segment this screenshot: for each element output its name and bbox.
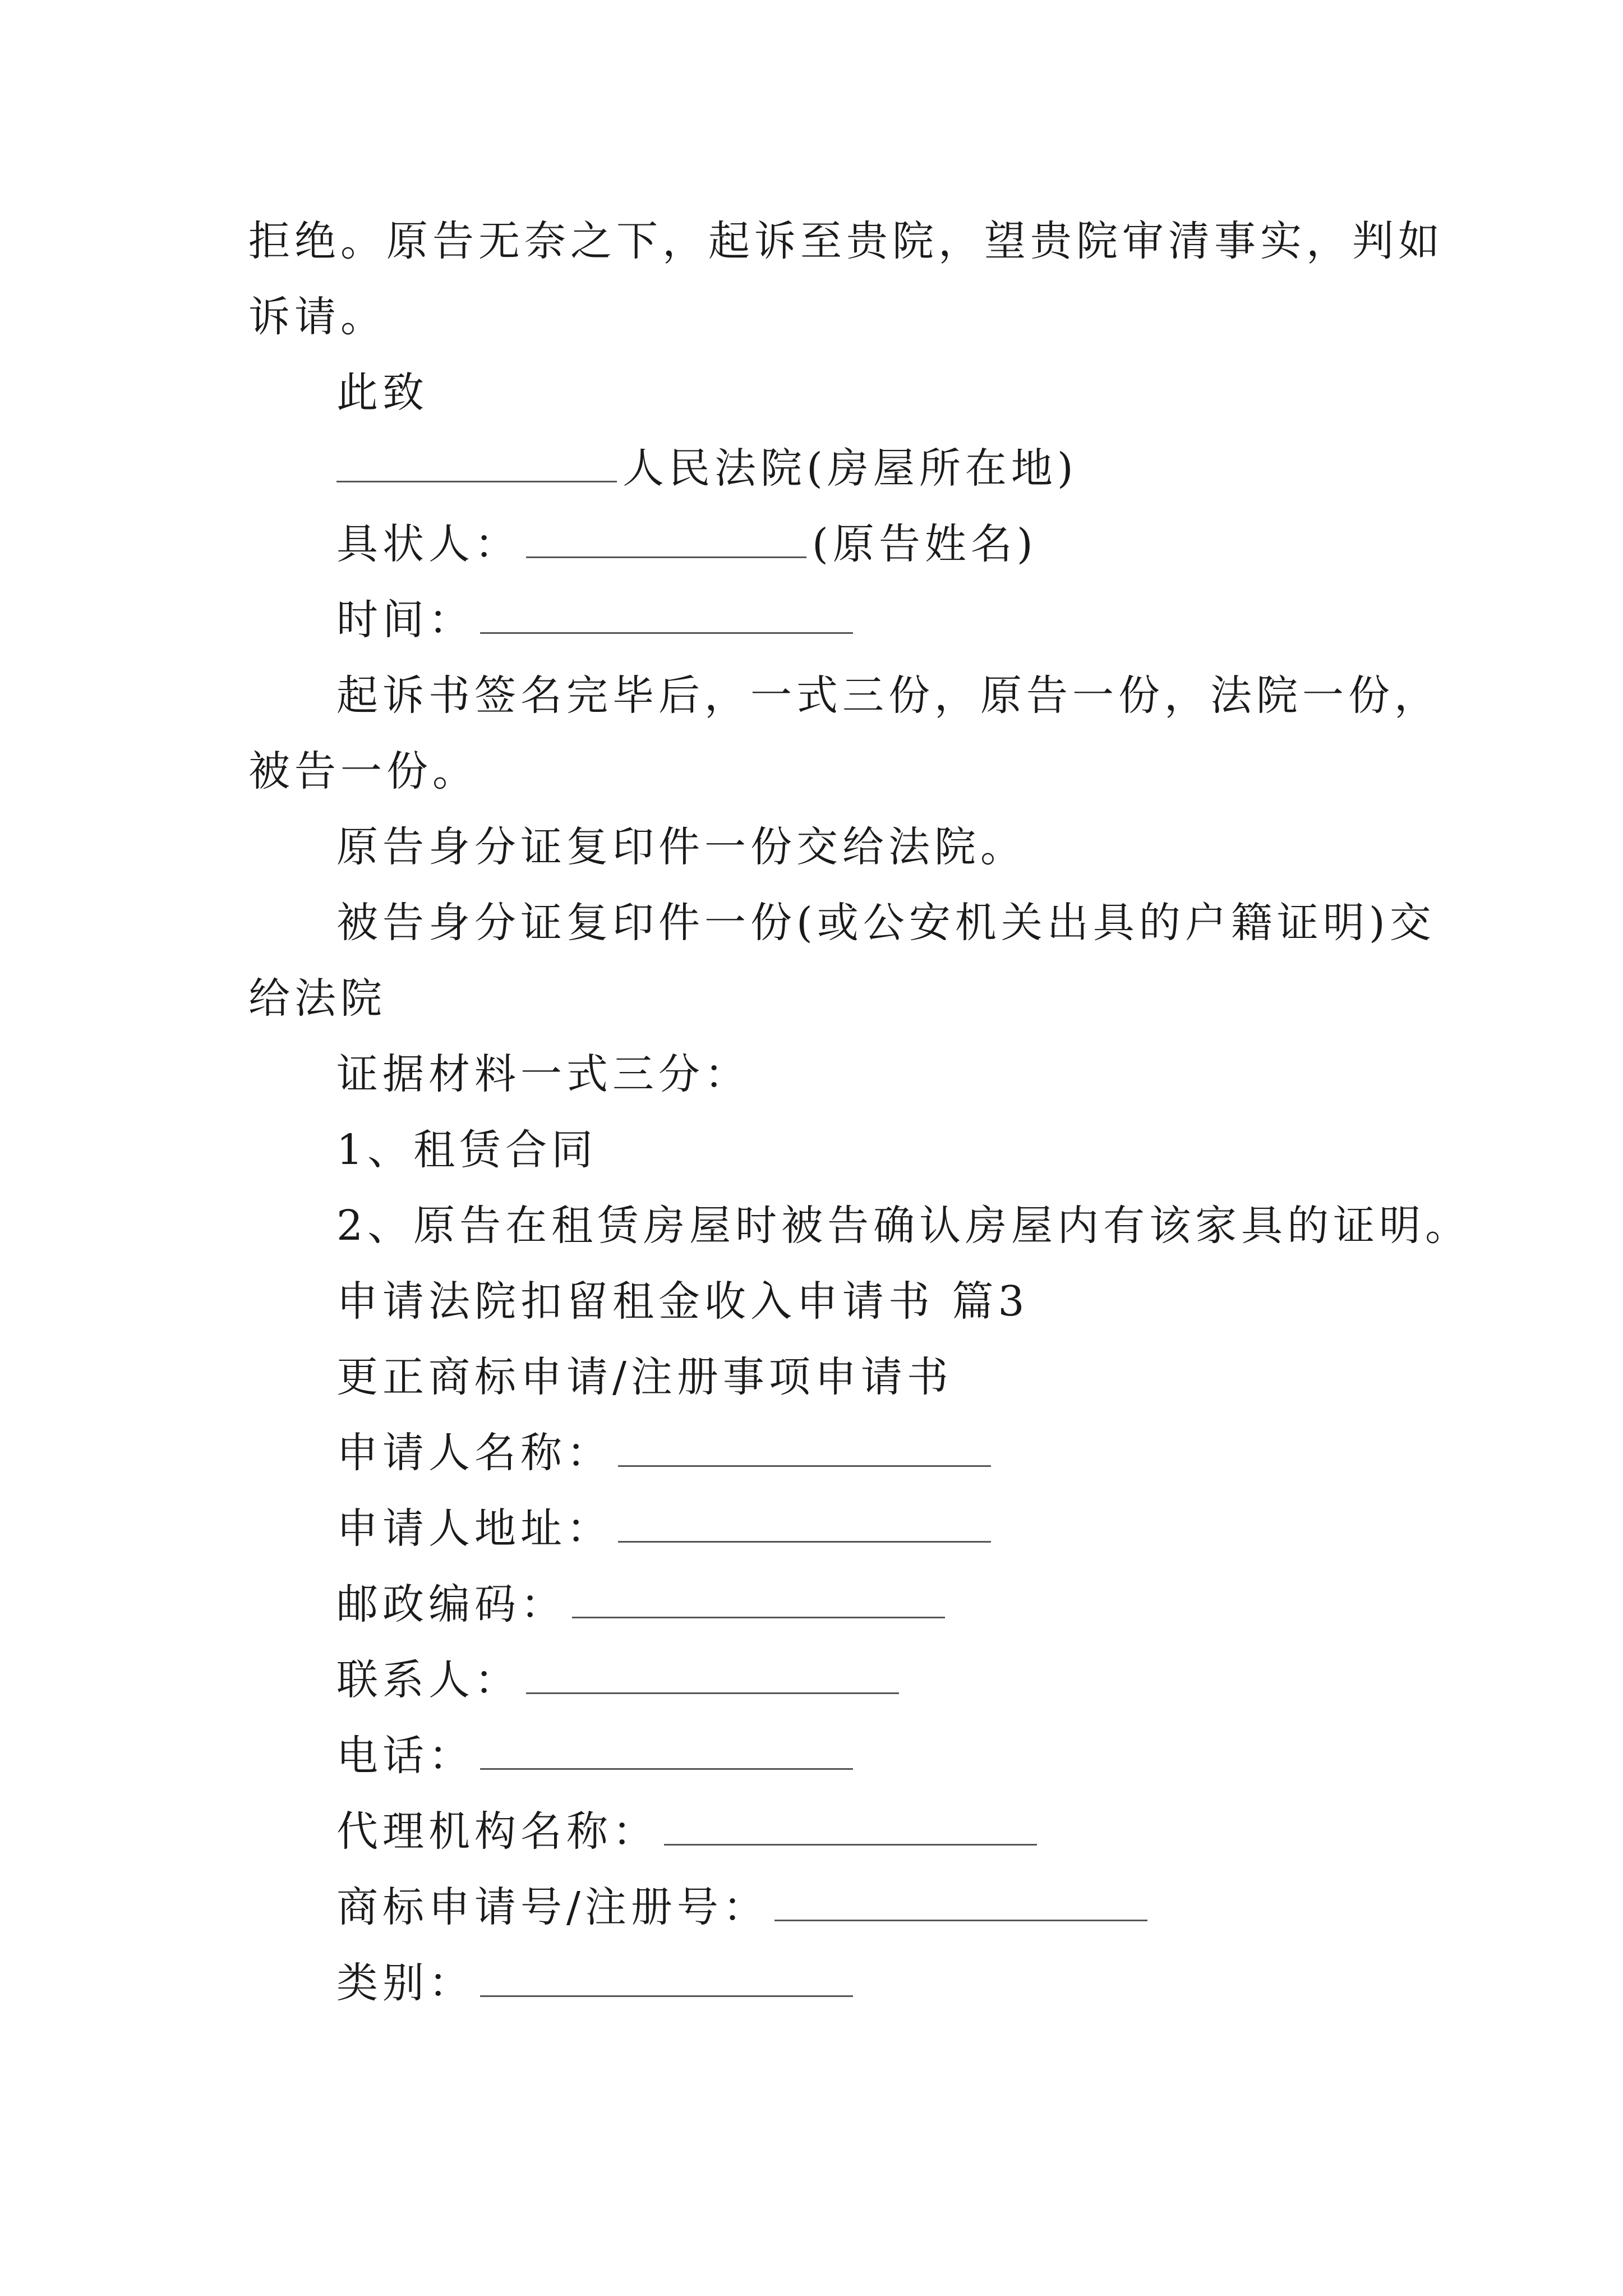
plaintiff-suffix: (原告姓名): [812, 520, 1038, 568]
contact-blank[interactable]: [526, 1655, 899, 1694]
copies-line-1: 起诉书签名完毕后，一式三份，原告一份，法院一份，: [336, 671, 1440, 720]
form-title: 更正商标申请/注册事项申请书: [336, 1353, 953, 1401]
court-line: [336, 440, 1078, 496]
section-title: 申请法院扣留租金收入申请书 篇3: [336, 1277, 1029, 1326]
trademark-number-blank[interactable]: [774, 1883, 1147, 1921]
paragraph-reject-line-1: 拒绝。原告无奈之下，起诉至贵院，望贵院审清事实，判如: [248, 217, 1444, 265]
phone-blank[interactable]: [480, 1731, 853, 1770]
court-blank[interactable]: [336, 444, 617, 482]
field-category: [336, 1955, 859, 2011]
plaintiff-name-blank[interactable]: [526, 519, 806, 558]
field-agency-name: [336, 1803, 1043, 1860]
field-contact: [336, 1652, 905, 1708]
applicant-name-label: 申请人名称：: [336, 1429, 612, 1477]
time-line: [336, 592, 859, 648]
time-blank[interactable]: [480, 595, 853, 634]
field-applicant-address: [336, 1501, 997, 1557]
evidence-item-2: 2、原告在租赁房屋时被告确认房屋内有该家具的证明。: [336, 1202, 1472, 1250]
evidence-item-1: 1、租赁合同: [336, 1126, 598, 1174]
paragraph-reject-line-2: 诉请。: [248, 293, 386, 341]
copies-line-2: 被告一份。: [248, 747, 478, 795]
plaintiff-signature-line: [336, 516, 1038, 572]
field-postal-code: [336, 1576, 951, 1632]
time-label: 时间：: [336, 596, 474, 644]
field-phone: [336, 1728, 859, 1784]
plaintiff-id-note: 原告身分证复印件一份交给法院。: [336, 823, 1026, 871]
agency-name-label: 代理机构名称：: [336, 1807, 658, 1856]
category-label: 类别：: [336, 1959, 474, 2007]
plaintiff-label: 具状人：: [336, 520, 520, 568]
phone-label: 电话：: [336, 1732, 474, 1780]
defendant-id-line-1: 被告身分证复印件一份(或公安机关出具的户籍证明)交: [336, 899, 1436, 947]
field-applicant-name: [336, 1425, 997, 1481]
postal-code-label: 邮政编码：: [336, 1580, 566, 1628]
applicant-name-blank[interactable]: [618, 1428, 991, 1467]
field-trademark-number: [336, 1879, 1153, 1935]
trademark-number-label: 商标申请号/注册号：: [336, 1883, 769, 1931]
agency-name-blank[interactable]: [664, 1807, 1037, 1846]
evidence-heading: 证据材料一式三分：: [336, 1050, 750, 1098]
postal-code-blank[interactable]: [572, 1580, 945, 1618]
salutation: 此致: [336, 369, 428, 417]
defendant-id-line-2: 给法院: [248, 974, 386, 1023]
category-blank[interactable]: [480, 1958, 853, 1997]
contact-label: 联系人：: [336, 1656, 520, 1704]
applicant-address-blank[interactable]: [618, 1504, 991, 1543]
applicant-address-label: 申请人地址：: [336, 1504, 612, 1553]
court-suffix: 人民法院(房屋所在地): [623, 444, 1078, 493]
